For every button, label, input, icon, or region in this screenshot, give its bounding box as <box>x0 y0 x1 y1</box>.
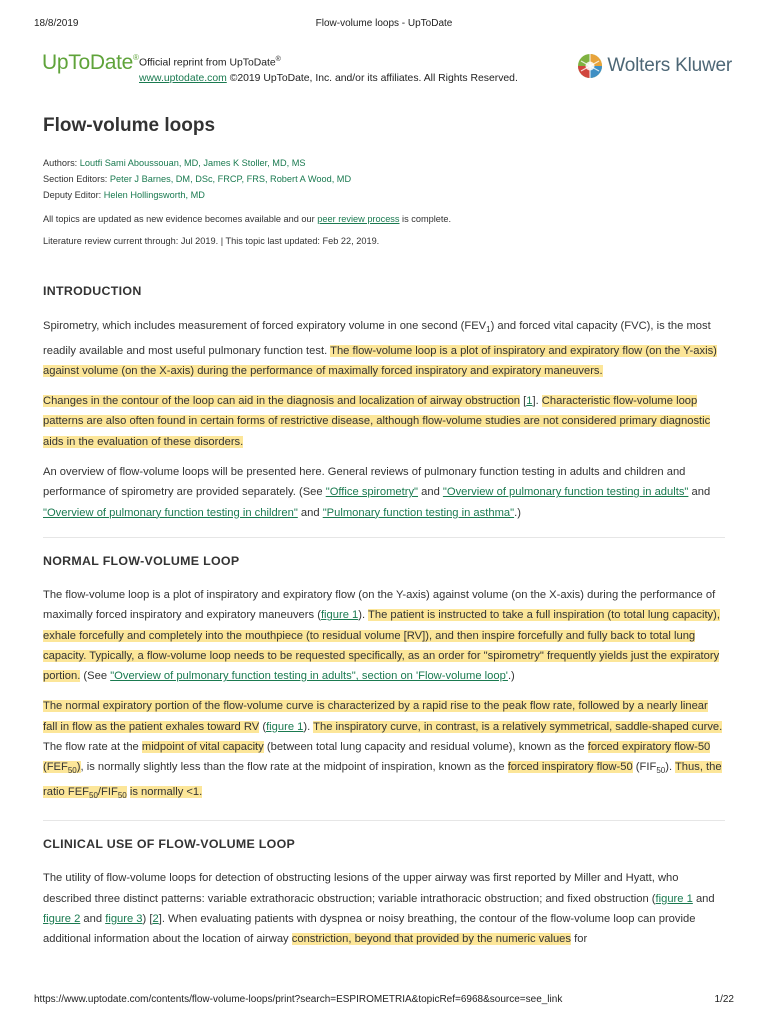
figure-1-link[interactable]: figure 1 <box>320 609 359 622</box>
article-title: Flow-volume loops <box>43 115 216 136</box>
deputy-editor[interactable]: Helen Hollingsworth, MD <box>103 190 205 200</box>
section-editors-line: Section Editors: Peter J Barnes, DM, DSc, FRCP, FRS, Robert A Wood, MD <box>43 174 352 184</box>
section-heading-clinical-use: CLINICAL USE OF FLOW-VOLUME LOOP <box>43 837 296 852</box>
print-header <box>34 18 734 32</box>
print-footer <box>34 994 734 1008</box>
article-meta <box>43 155 725 249</box>
intro-paragraph-3: An overview of flow-volume loops will be presented here. General reviews of pulmonary function testing in adults and children and performance of spirometry are provided separately. (See "Office spirometry" and "Overview of pulmonary function testing in adults" and "Overview of pulmonary function testing in children" and "Pulmonary function testing in asthma".) <box>43 466 711 519</box>
wolters-kluwer-logo <box>577 50 732 82</box>
reference-link[interactable]: 1 <box>526 395 533 408</box>
print-date: 18/8/2019 <box>34 18 79 29</box>
figure-3-link[interactable]: figure 3 <box>105 912 143 925</box>
section-heading-introduction: INTRODUCTION <box>43 284 142 298</box>
reference-link[interactable]: 2 <box>152 912 159 925</box>
article <box>43 115 725 950</box>
section-editors[interactable]: Peter J Barnes, DM, DSc, FRCP, FRS, Robert A Wood, MD <box>109 174 352 184</box>
brand-bar <box>42 50 732 90</box>
normal-paragraph-2: The normal expiratory portion of the flow-volume curve is characterized by a rapid rise to the peak flow rate, followed by a nearly linear fall in flow as the patient exhales toward RV (figure 1). The inspiratory curve, in contrast, is a relatively symmetrical, saddle-shaped curve. The flow rate at the midpoint of vital capacity (between total lung capacity and residual volume), known as the forced expiratory flow-50 $(FEF_{50})$, is normally slightly less than the flow rate at the midpoint of inspiration, known as the forced inspiratory flow-50 $(FIF_{50})$. Thus, the ratio $FEF_{50}/FIF_{50}$ is normally <1. <box>43 700 723 801</box>
print-page-title: Flow-volume loops - UpToDate <box>315 18 453 29</box>
authors[interactable]: Loutfi Sami Aboussouan, MD, James K Stoller, MD, MS <box>79 158 306 168</box>
authors-line: Authors: Loutfi Sami Aboussouan, MD, James K Stoller, MD, MS <box>43 158 306 168</box>
section-heading-normal-loop: NORMAL FLOW-VOLUME LOOP <box>43 553 240 568</box>
peer-review-link[interactable]: peer review process <box>317 214 400 224</box>
print-url: https://www.uptodate.com/contents/flow-volume-loops/print?search=ESPIROMETRIA&topicRef=6968&source=see_link <box>34 994 563 1005</box>
section-divider <box>43 537 725 538</box>
deputy-editor-line: Deputy Editor: Helen Hollingsworth, MD <box>43 190 205 200</box>
uptodate-logo[interactable]: UpToDate® <box>42 51 139 74</box>
figure-1-link[interactable]: figure 1 <box>655 892 693 905</box>
section-divider <box>43 820 725 821</box>
page-number: 1/22 <box>714 994 734 1005</box>
reprint-notice: Official reprint from UpToDate® www.uptodate.com ©2019 UpToDate, Inc. and/or its affiliates. All Rights Reserved. <box>139 56 518 85</box>
update-note: All topics are updated as new evidence becomes available and our peer review process is complete. <box>43 214 452 224</box>
review-dates: Literature review current through: Jul 2019. | This topic last updated: Feb 22, 2019. <box>43 236 380 246</box>
pft-asthma-link[interactable]: "Pulmonary function testing in asthma" <box>322 506 515 519</box>
intro-paragraph-1: Spirometry, which includes measurement of forced expiratory volume in one second $(FEV_1)$ and forced vital capacity (FVC), is the most readily available and most useful pulmonary function test. The flow-volume loop is a plot of inspiratory and expiratory flow (on the Y-axis) against volume (on the X-axis) during the performance of maximally forced inspiratory and expiratory maneuvers. <box>43 320 717 377</box>
pft-children-link[interactable]: "Overview of pulmonary function testing in children" <box>43 506 298 519</box>
figure-2-link[interactable]: figure 2 <box>43 912 81 925</box>
figure-1-link[interactable]: figure 1 <box>266 720 304 733</box>
pft-adults-link[interactable]: "Overview of pulmonary function testing in adults" <box>442 486 689 499</box>
pft-adults-flow-volume-link[interactable]: "Overview of pulmonary function testing in adults", section on 'Flow-volume loop' <box>110 670 508 683</box>
uptodate-link[interactable]: www.uptodate.com <box>139 73 227 85</box>
clinical-paragraph-1: The utility of flow-volume loops for detection of obstructing lesions of the upper airway was first reported by Miller and Hyatt, who described three distinct patterns: variable extrathoracic obstruction; variable intrathoracic obstruction; and fixed obstruction (figure 1 and figure 2 and figure 3) [2]. When evaluating patients with dyspnea or noisy breathing, the contour of the flow-volume loop can provide additional information about the location of airway constriction, beyond that provided by the numeric values for <box>43 872 715 946</box>
wolters-kluwer-name: Wolters Kluwer <box>607 55 732 76</box>
normal-paragraph-1: The flow-volume loop is a plot of inspiratory and expiratory flow (on the Y-axis) against volume (on the X-axis) during the performance of maximally forced inspiratory and expiratory maneuvers (figure 1). The patient is instructed to take a full inspiration (to total lung capacity), exhale forcefully and completely into the mouthpiece (to residual volume [RV]), and then inspire forcefully and fully back to total lung capacity. Typically, a flow-volume loop needs to be requested specifically, as an order for "spirometry" frequently yields just the expiratory portion. (See "Overview of pulmonary function testing in adults", section on 'Flow-volume loop'.) <box>43 588 720 683</box>
wolters-kluwer-globe-icon <box>577 53 603 79</box>
intro-paragraph-2: Changes in the contour of the loop can aid in the diagnosis and localization of airway obstruction [1]. Characteristic flow-volume loop patterns are also often found in certain forms of restrictive disease, although flow-volume studies are not considered primary diagnostic aids in the evaluation of these disorders. <box>43 395 711 448</box>
office-spirometry-link[interactable]: "Office spirometry" <box>325 486 419 499</box>
